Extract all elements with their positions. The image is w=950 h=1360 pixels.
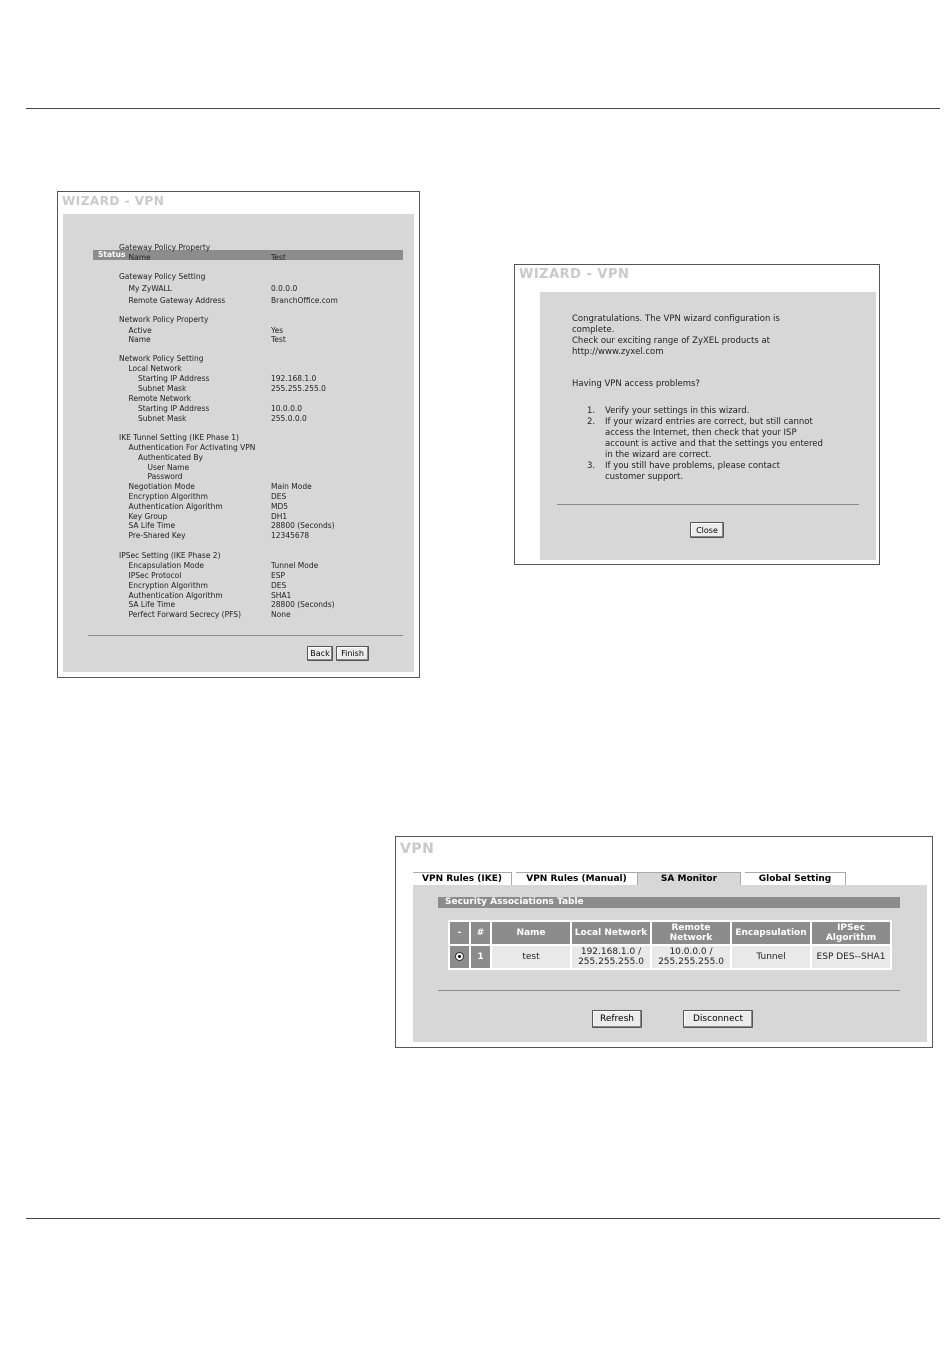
- status-label: Gateway Policy Property: [119, 243, 211, 252]
- vpn-title: VPN: [400, 841, 435, 857]
- status-row-ipsec-phase2: [63, 551, 403, 560]
- status-label: Encryption Algorithm: [128, 581, 208, 590]
- col-local-network: Local Network: [572, 922, 650, 944]
- status-label: Network Policy Setting: [119, 354, 204, 363]
- row-select-radio[interactable]: [450, 946, 469, 968]
- col-number: #: [471, 922, 490, 944]
- status-label: Encapsulation Mode: [128, 561, 204, 570]
- zyxel-link[interactable]: http://www.zyxel.com: [572, 347, 664, 357]
- status-row-ipsec-encryption: [63, 581, 403, 590]
- status-label: Remote Network: [128, 394, 192, 403]
- step-2-text-2: access the Internet, then check that your ISP: [605, 428, 797, 438]
- step-2-text-3: account is active and that the settings you entered: [605, 439, 823, 449]
- status-label: Key Group: [128, 512, 168, 521]
- problems-heading: Having VPN access problems?: [572, 379, 700, 389]
- status-value: None: [271, 610, 291, 619]
- status-label: Active: [128, 326, 152, 335]
- status-row-remote-gateway-address: [63, 296, 403, 305]
- status-row-np-active: [63, 326, 403, 335]
- status-row-authenticated-by: [63, 453, 403, 462]
- status-value: DH1: [271, 512, 288, 521]
- bottom-rule: [26, 1218, 940, 1219]
- status-value: DES: [271, 492, 287, 501]
- status-divider: [88, 635, 403, 636]
- status-label: SA Life Time: [128, 600, 176, 609]
- step-2-text-1: If your wizard entries are correct, but still cannot: [605, 417, 813, 427]
- disconnect-button[interactable]: Disconnect: [683, 1010, 753, 1028]
- status-row-user-name: [63, 463, 403, 472]
- status-label: Starting IP Address: [138, 404, 210, 413]
- step-2-text-4: in the wizard are correct.: [605, 450, 712, 460]
- status-row-local-start-ip: [63, 374, 403, 383]
- status-label: Authentication Algorithm: [128, 591, 223, 600]
- status-section-header: Status: [93, 250, 403, 260]
- tab-sa-monitor[interactable]: SA Monitor: [638, 872, 741, 885]
- congrats-line-3: Check our exciting range of ZyXEL products at: [572, 336, 770, 346]
- status-row-network-policy-property: [63, 315, 403, 324]
- local-ip: 192.168.1.0 /: [580, 947, 642, 957]
- complete-divider: [557, 504, 859, 505]
- status-row-local-network: [63, 364, 403, 373]
- status-row-auth-for-vpn: [63, 443, 403, 452]
- table-header-row: [450, 922, 890, 944]
- status-value: SHA1: [271, 591, 292, 600]
- vpn-sa-monitor-panel: [395, 836, 933, 1048]
- top-rule: [26, 108, 940, 109]
- status-value: BranchOffice.com: [271, 296, 338, 305]
- col-select: -: [450, 922, 469, 944]
- status-row-negotiation-mode: [63, 482, 403, 491]
- status-value: 28800 (Seconds): [271, 600, 335, 609]
- status-row-password: [63, 472, 403, 481]
- congrats-line-2: complete.: [572, 325, 615, 335]
- row-local-network: [572, 946, 650, 968]
- status-row-remote-network: [63, 394, 403, 403]
- status-value: 10.0.0.0: [271, 404, 303, 413]
- status-row-my-zywall: [63, 284, 403, 293]
- status-label: Local Network: [128, 364, 182, 373]
- row-name: test: [492, 946, 570, 968]
- status-value: Yes: [271, 326, 284, 335]
- row-number: 1: [471, 946, 490, 968]
- status-label: IKE Tunnel Setting (IKE Phase 1): [119, 433, 239, 442]
- status-row-gateway-policy-setting: [63, 272, 403, 281]
- status-label: IPSec Protocol: [128, 571, 182, 580]
- status-row-remote-start-ip: [63, 404, 403, 413]
- status-label: User Name: [147, 463, 190, 472]
- row-ipsec-algorithm: ESP DES--SHA1: [812, 946, 890, 968]
- sa-table-header: Security Associations Table: [438, 897, 900, 908]
- wizard-complete-title: WIZARD - VPN: [519, 267, 630, 282]
- table-row: [450, 946, 890, 968]
- status-label: Name: [128, 253, 151, 262]
- status-row-key-group: [63, 512, 403, 521]
- status-label: Name: [128, 335, 151, 344]
- status-row-encapsulation-mode: [63, 561, 403, 570]
- status-row-remote-subnet-mask: [63, 414, 403, 423]
- status-value: 0.0.0.0: [271, 284, 298, 293]
- local-mask: 255.255.255.0: [578, 957, 644, 967]
- step-1-number: 1.: [587, 406, 596, 416]
- step-3-text-1: If you still have problems, please contact: [605, 461, 780, 471]
- close-button[interactable]: Close: [690, 522, 724, 538]
- wizard-complete-panel: [514, 264, 880, 565]
- row-encapsulation: Tunnel: [732, 946, 810, 968]
- status-label: SA Life Time: [128, 521, 176, 530]
- status-label: Network Policy Property: [119, 315, 209, 324]
- finish-button[interactable]: Finish: [336, 646, 369, 661]
- status-value: 28800 (Seconds): [271, 521, 335, 530]
- col-remote-network: Remote Network: [652, 922, 730, 944]
- status-value: DES: [271, 581, 287, 590]
- status-row-ipsec-sa-lifetime: [63, 600, 403, 609]
- status-row-ipsec-authentication: [63, 591, 403, 600]
- status-row-pfs: [63, 610, 403, 619]
- status-row-network-policy-setting: [63, 354, 403, 363]
- status-row-ike-encryption: [63, 492, 403, 501]
- col-name: Name: [492, 922, 570, 944]
- status-row-gp-name: [63, 253, 403, 262]
- status-label: Remote Gateway Address: [128, 296, 226, 305]
- step-3-number: 3.: [587, 461, 596, 471]
- wizard-complete-body: [540, 292, 876, 560]
- status-value: Test: [271, 335, 286, 344]
- status-row-gateway-policy-property: [63, 243, 403, 252]
- status-value: 255.0.0.0: [271, 414, 307, 423]
- col-ipsec-algorithm: IPSec Algorithm: [812, 922, 890, 944]
- status-label: Subnet Mask: [138, 384, 187, 393]
- security-associations-table: [448, 920, 892, 970]
- status-value: ESP: [271, 571, 286, 580]
- status-label: Authentication Algorithm: [128, 502, 223, 511]
- status-label: Subnet Mask: [138, 414, 187, 423]
- tab-global-setting[interactable]: Global Setting: [745, 872, 846, 885]
- tab-vpn-rules-manual[interactable]: VPN Rules (Manual): [516, 872, 638, 885]
- status-label: Gateway Policy Setting: [119, 272, 206, 281]
- row-remote-network: [652, 946, 730, 968]
- status-row-ike-sa-lifetime: [63, 521, 403, 530]
- status-label: My ZyWALL: [128, 284, 172, 293]
- status-value: 12345678: [271, 531, 310, 540]
- status-label: Authentication For Activating VPN: [128, 443, 256, 452]
- col-encapsulation: Encapsulation: [732, 922, 810, 944]
- remote-ip: 10.0.0.0 /: [669, 947, 713, 957]
- remote-mask: 255.255.255.0: [658, 957, 724, 967]
- status-row-ike-phase1: [63, 433, 403, 442]
- wizard-status-panel: [57, 191, 420, 678]
- status-label: Starting IP Address: [138, 374, 210, 383]
- step-2-number: 2.: [587, 417, 596, 427]
- status-row-local-subnet-mask: [63, 384, 403, 393]
- step-1-text: Verify your settings in this wizard.: [605, 406, 750, 416]
- status-row-np-name: [63, 335, 403, 344]
- status-value: Tunnel Mode: [271, 561, 319, 570]
- status-value: 192.168.1.0: [271, 374, 317, 383]
- status-row-ike-authentication: [63, 502, 403, 511]
- wizard-status-title: WIZARD - VPN: [62, 194, 165, 208]
- status-label: Password: [147, 472, 183, 481]
- status-label: Encryption Algorithm: [128, 492, 208, 501]
- status-value: 255.255.255.0: [271, 384, 326, 393]
- status-label: Pre-Shared Key: [128, 531, 186, 540]
- status-label: Authenticated By: [138, 453, 203, 462]
- status-value: Main Mode: [271, 482, 312, 491]
- refresh-button[interactable]: Refresh: [592, 1010, 642, 1028]
- status-value: Test: [271, 253, 286, 262]
- wizard-status-body: [63, 214, 414, 672]
- congrats-line-1: Congratulations. The VPN wizard configuration is: [572, 314, 780, 324]
- status-label: Negotiation Mode: [128, 482, 195, 491]
- radio-selected-icon[interactable]: [455, 952, 464, 961]
- tab-vpn-rules-ike[interactable]: VPN Rules (IKE): [413, 872, 512, 885]
- step-3-text-2: customer support.: [605, 472, 684, 482]
- back-button[interactable]: Back: [307, 646, 333, 661]
- status-row-pre-shared-key: [63, 531, 403, 540]
- status-label: IPSec Setting (IKE Phase 2): [119, 551, 221, 560]
- sa-monitor-body: [413, 885, 927, 1042]
- status-value: MD5: [271, 502, 289, 511]
- status-row-ipsec-protocol: [63, 571, 403, 580]
- sa-divider: [438, 990, 900, 991]
- status-label: Perfect Forward Secrecy (PFS): [128, 610, 241, 619]
